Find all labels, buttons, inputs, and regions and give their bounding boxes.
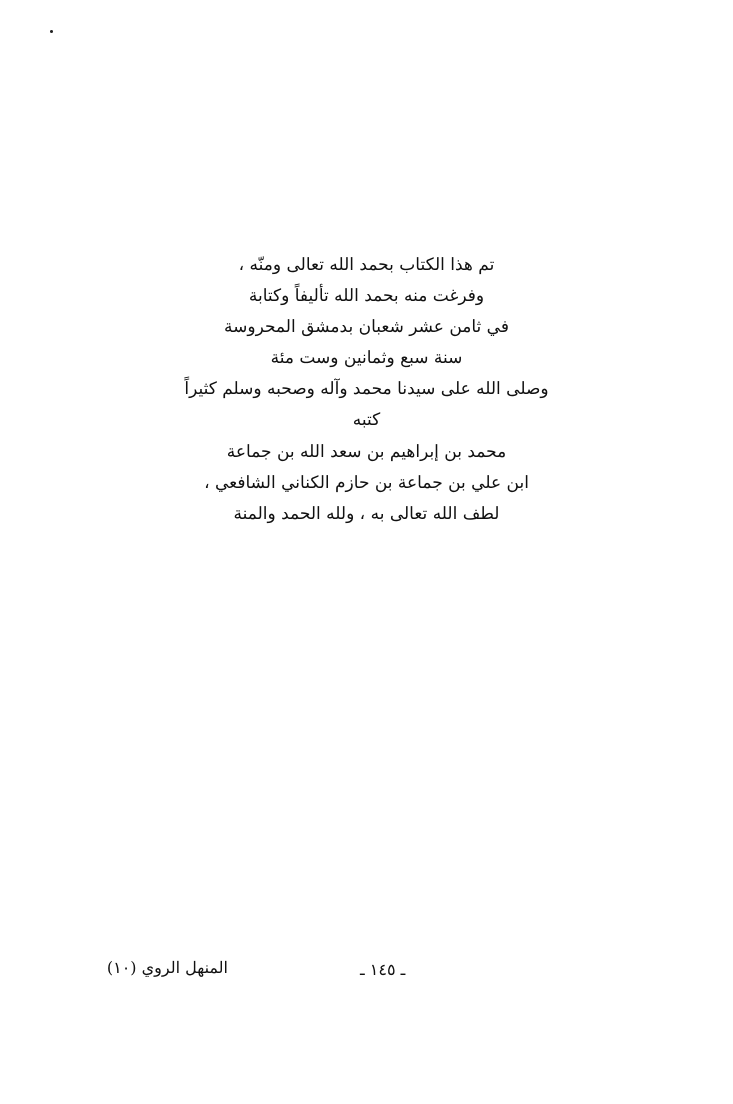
colophon-line: وفرغت منه بحمد الله تأليفاً وكتابة [248,286,485,306]
colophon-line: سنة سبع وثمانين وست مئة [270,348,463,368]
author-line: ابن علي بن جماعة بن حازم الكناني الشافعي ، [204,473,529,493]
author-line: لطف الله تعالى به ، ولله الحمد والمنة [233,504,500,524]
running-title: المنهل الروي (١٠) [106,958,228,977]
scan-speck [50,30,53,33]
page-number: ـ ١٤٥ ـ [360,960,406,979]
author-line: محمد بن إبراهيم بن سعد الله بن جماعة [226,442,507,462]
colophon-line: في ثامن عشر شعبان بدمشق المحروسة [224,317,509,337]
colophon-line: وصلى الله على سيدنا محمد وآله وصحبه وسلم كثيراً [184,379,549,399]
page-footer [0,958,733,988]
colophon [150,250,583,530]
colophon-line: تم هذا الكتاب بحمد الله تعالى ومنّه ، [238,255,495,275]
colophon-katabahu: كتبه [352,410,381,430]
